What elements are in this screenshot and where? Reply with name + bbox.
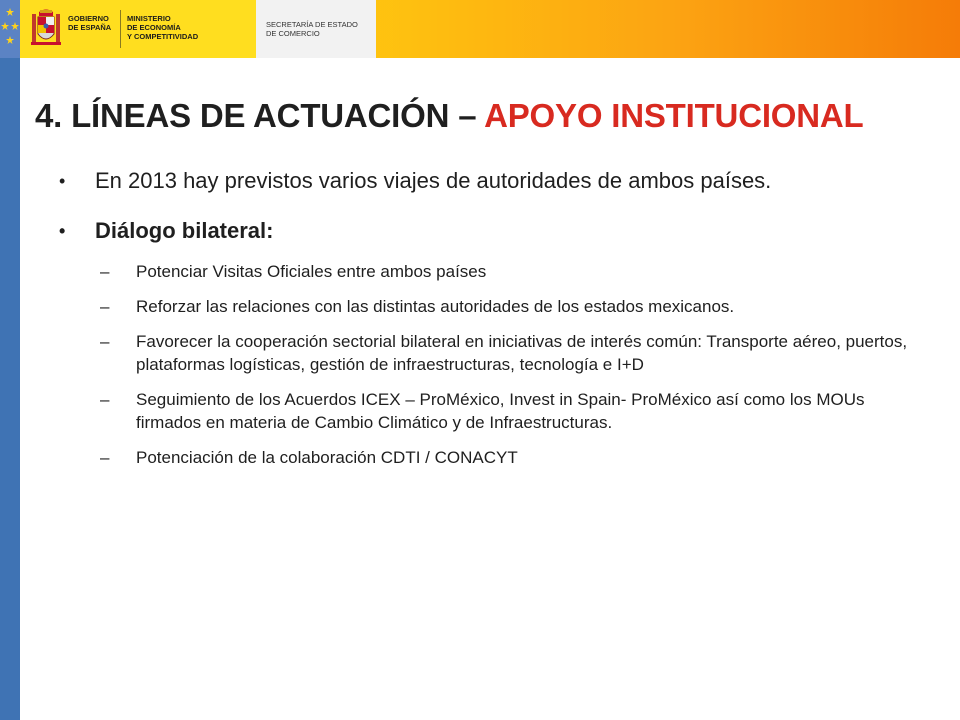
sub-list-item: [94, 446, 928, 469]
bullet-marker: •: [59, 171, 66, 191]
eu-flag-band: [0, 0, 20, 58]
sub-list-item: [94, 330, 928, 376]
left-decorative-band: [0, 0, 20, 720]
bullet-heading: Diálogo bilateral:: [95, 218, 274, 243]
bullet-marker: •: [59, 221, 66, 241]
bullet-text: En 2013 hay previstos varios viajes de autoridades de ambos países.: [95, 168, 772, 193]
slide-title-main: 4. LÍNEAS DE ACTUACIÓN –: [35, 97, 485, 134]
sub-item-text: Reforzar las relaciones con las distintas autoridades de los estados mexicanos.: [136, 297, 735, 316]
sub-list-item: [94, 295, 928, 318]
slide-title: [35, 96, 863, 136]
sub-item-text: Potenciar Visitas Oficiales entre ambos países: [136, 262, 487, 281]
sub-list-item: [94, 388, 928, 434]
slide-title-accent: APOYO INSTITUCIONAL: [484, 97, 864, 134]
sub-list: [94, 260, 928, 469]
dash-marker: –: [100, 448, 110, 467]
sub-item-text: Favorecer la cooperación sectorial bilateral en iniciativas de interés común: Transporte aéreo, puertos, plataformas logísticas, gestión de infraestructuras, tecnología e I+D: [136, 332, 908, 374]
gobierno-de-espana-label: GOBIERNO DE ESPAÑA: [68, 14, 112, 32]
dash-marker: –: [100, 332, 110, 351]
sub-item-text: Seguimiento de los Acuerdos ICEX – ProMéxico, Invest in Spain- ProMéxico así como los MOUs firmados en materia de Cambio Climático y de Infraestructuras.: [136, 390, 865, 432]
dash-marker: –: [100, 390, 110, 409]
sub-item-text: Potenciación de la colaboración CDTI / CONACYT: [136, 448, 518, 467]
slide-content: [58, 166, 928, 481]
secretaria-label: SECRETARÍA DE ESTADO DE COMERCIO: [266, 20, 358, 38]
bullet-item: [58, 166, 928, 196]
dash-marker: –: [100, 297, 110, 316]
eu-stars-icon: [1, 6, 19, 52]
ministerio-label: MINISTERIO DE ECONOMÍA Y COMPETITIVIDAD: [127, 14, 199, 41]
dash-marker: –: [100, 262, 110, 281]
bullet-item: [58, 216, 928, 246]
logo-divider: [120, 10, 121, 48]
sub-list-item: [94, 260, 928, 283]
coat-of-arms-icon: [30, 8, 62, 50]
